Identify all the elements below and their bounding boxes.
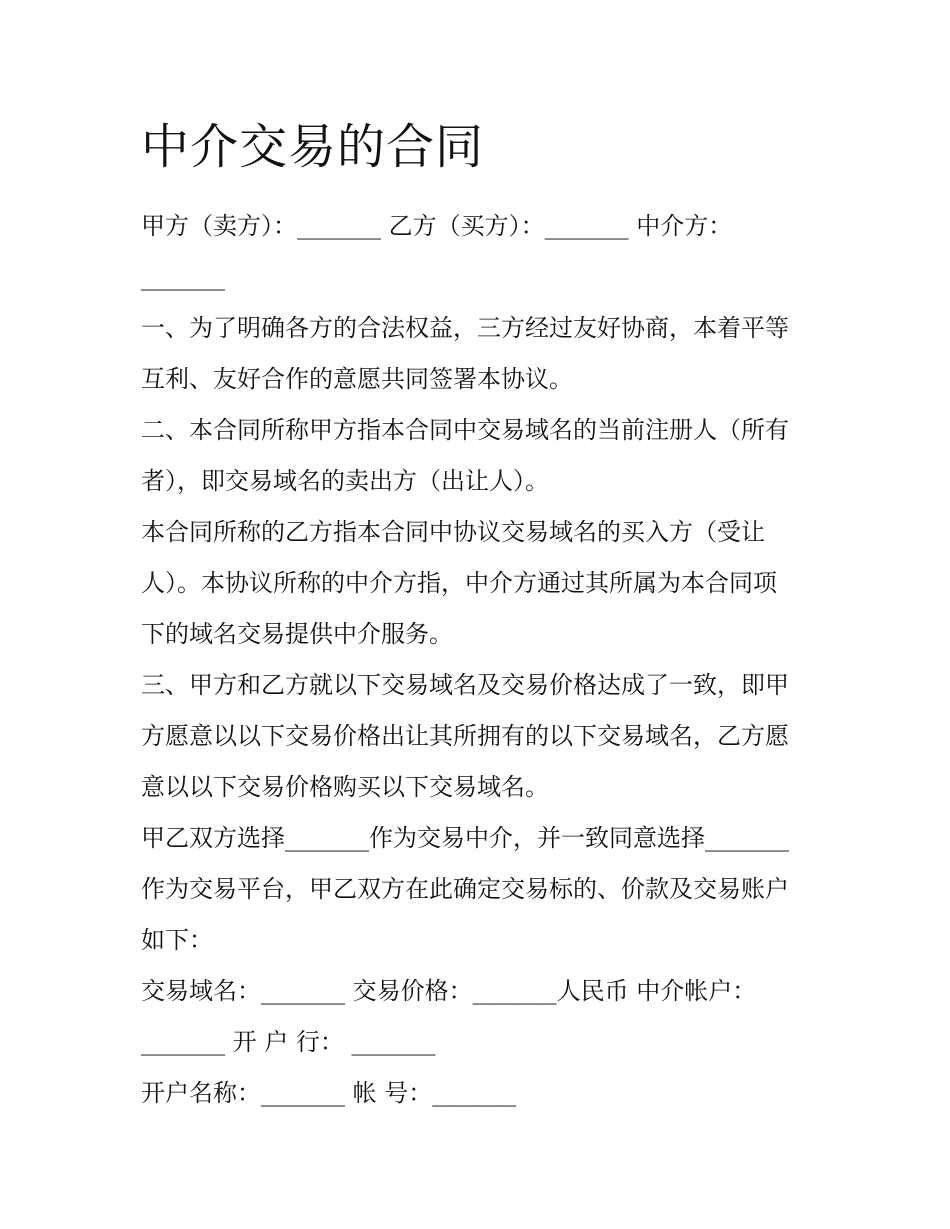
clause-3: [141, 660, 821, 813]
clause-line: 互利、友好合作的意愿共同签署本协议。: [141, 365, 573, 393]
clause-line: 如下：: [141, 926, 213, 954]
clause-2: [141, 405, 821, 507]
document-body: [141, 112, 821, 1119]
clause-line: 甲乙双方选择_______作为交易中介，并一致同意选择_______: [141, 824, 789, 852]
clause-line: 方愿意以以下交易价格出让其所拥有的以下交易域名，乙方愿: [141, 722, 789, 750]
parties-block: [141, 201, 821, 303]
fields-line-2: _______ 开 户 行： _______: [141, 1028, 436, 1056]
clause-line: 二、本合同所称甲方指本合同中交易域名的当前注册人（所有: [141, 416, 789, 444]
clause-line: 三、甲方和乙方就以下交易域名及交易价格达成了一致，即甲: [141, 671, 789, 699]
parties-line-1: 甲方（卖方）：_______ 乙方（买方）：_______ 中介方：: [141, 212, 733, 240]
clause-2b: [141, 507, 821, 660]
clause-line: 作为交易平台，甲乙双方在此确定交易标的、价款及交易账户: [141, 875, 789, 903]
clause-line: 下的域名交易提供中介服务。: [141, 620, 453, 648]
document-title: 中介交易的合同: [141, 119, 485, 175]
clause-line: 人）。本协议所称的中介方指，中介方通过其所属为本合同项: [141, 569, 777, 597]
clause-line: 本合同所称的乙方指本合同中协议交易域名的买入方（受让: [141, 518, 765, 546]
clause-line: 一、为了明确各方的合法权益，三方经过友好协商，本着平等: [141, 314, 789, 342]
transaction-fields: [141, 966, 821, 1119]
clause-3b: [141, 813, 821, 966]
clause-1: [141, 303, 821, 405]
parties-line-2: _______: [141, 263, 225, 291]
clause-line: 者），即交易域名的卖出方（出让人）。: [141, 467, 549, 495]
fields-line-3: 开户名称：_______ 帐 号：_______: [141, 1079, 517, 1107]
fields-line-1: 交易域名：_______ 交易价格：_______人民币 中介帐户：: [141, 977, 757, 1005]
clause-line: 意以以下交易价格购买以下交易域名。: [141, 773, 549, 801]
